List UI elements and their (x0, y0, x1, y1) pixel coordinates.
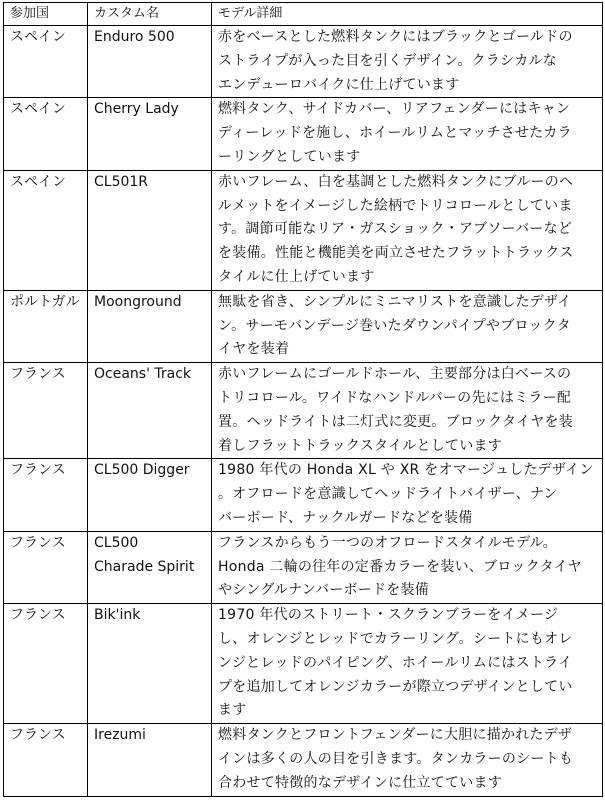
cell-country: フランス (4, 724, 88, 796)
table-row (4, 170, 603, 290)
detail-line: 1980 年代の Honda XL や XR をオマージュしたデザイン (218, 462, 594, 479)
cell-custom-name (88, 363, 212, 459)
detail-line: を装備。性能と機能美を両立させたフラットトラックス (218, 245, 574, 262)
detail-line: ストライプが入った目を引くデザイン。クラシカルな (218, 52, 558, 69)
detail-line: ン。サーモバンデージ巻いたダウンパイプやブロックタ (218, 317, 571, 334)
detail-line: ーリングとしています (218, 148, 361, 165)
custom-name-line: CL501R (94, 173, 149, 190)
cell-custom-name (88, 170, 212, 290)
detail-line: Honda 二輪の往年の定番カラーを装い、ブロックタイヤ (218, 558, 583, 575)
cell-model-detail (212, 363, 603, 459)
cell-country: スペイン (4, 98, 88, 170)
header-custom-name: カスタム名 (88, 3, 212, 26)
cell-custom-name (88, 459, 212, 531)
custom-name-line: Irezumi (94, 727, 146, 744)
custom-name-line: Charade Spirit (94, 558, 195, 575)
detail-line: 燃料タンクとフロントフェンダーに大胆に描かれたデザ (218, 727, 573, 744)
cell-country: フランス (4, 459, 88, 531)
custom-name-line: CL500 Digger (94, 462, 190, 479)
cell-model-detail (212, 459, 603, 531)
cell-custom-name (88, 724, 212, 796)
cell-country: フランス (4, 604, 88, 724)
cell-country: スペイン (4, 170, 88, 290)
detail-line: 赤いフレームにゴールドホール、主要部分は白ベースの (218, 366, 572, 383)
table-body (4, 26, 603, 797)
custom-name-line: Oceans' Track (94, 366, 192, 383)
detail-line: 燃料タンク、サイドカバー、リアフェンダーにはキャン (218, 101, 571, 118)
custom-name-line: Bik'ink (94, 607, 141, 624)
cell-custom-name (88, 26, 212, 98)
cell-custom-name (88, 604, 212, 724)
custom-name-line: Enduro 500 (94, 29, 175, 45)
detail-line: 無駄を省き、シンプルにミニマリストを意識したデザイ (218, 293, 572, 310)
detail-line: 。オフロードを意識してヘッドライトバイザー、ナン (218, 486, 558, 503)
cell-country: スペイン (4, 26, 88, 98)
detail-line: プを追加してオレンジカラーが際立つデザインとしてい (218, 678, 573, 695)
cell-model-detail (212, 604, 603, 724)
cell-model-detail (212, 290, 603, 362)
detail-line: 1970 年代のストリート・スクランブラーをイメージ (218, 607, 559, 624)
custom-bike-table (3, 2, 603, 797)
detail-line: 赤いフレーム、白を基調とした燃料タンクにブルーのヘ (218, 173, 574, 190)
cell-country: フランス (4, 531, 88, 603)
detail-line: す。調節可能なリア・ガスショック・アブソーバーなど (218, 221, 573, 238)
cell-model-detail (212, 724, 603, 796)
cell-custom-name (88, 98, 212, 170)
detail-line: やシングルナンバーボードを装備 (218, 582, 430, 599)
detail-line: トリコロール。ワイドなハンドルバーの先にはミラー配 (218, 389, 572, 406)
detail-line: イヤを装着 (218, 341, 290, 358)
table-row (4, 459, 603, 531)
cell-model-detail (212, 26, 603, 98)
table-row (4, 26, 603, 98)
detail-line: タイルに仕上げています (218, 268, 375, 285)
detail-line: フランスからもう一つのオフロードスタイルモデル。 (218, 534, 557, 551)
header-model-detail: モデル詳細 (212, 3, 603, 26)
table-row (4, 604, 603, 724)
table-row (4, 290, 603, 362)
detail-line: 合わせて特徴的なデザインに仕立てています (218, 774, 503, 791)
table-row (4, 724, 603, 796)
detail-line: ディーレッドを施し、ホイールリムとマッチさせたカラ (218, 125, 572, 142)
detail-line: ルメットをイメージした絵柄でトリコロールとしていま (218, 197, 573, 214)
custom-name-line: Cherry Lady (94, 101, 179, 118)
detail-line: ンジとレッドのパイピング、ホイールリムにはストライ (218, 654, 573, 671)
cell-country: ポルトガル (4, 290, 88, 362)
detail-line: 赤をベースとした燃料タンクにはブラックとゴールドの (218, 29, 573, 45)
cell-custom-name (88, 290, 212, 362)
cell-country: フランス (4, 363, 88, 459)
custom-name-line: CL500 (94, 534, 139, 551)
header-country: 参加国 (4, 3, 88, 26)
detail-line: バーボード、ナックルガードなどを装備 (218, 509, 473, 526)
cell-custom-name (88, 531, 212, 603)
detail-line: 着しフラットトラックスタイルとしています (218, 437, 503, 454)
detail-line: インは多くの人の目を引きます。タンカラーのシートも (218, 750, 574, 767)
detail-line: ます (218, 702, 247, 719)
table-header-row (4, 3, 603, 26)
table-row (4, 531, 603, 603)
table-row (4, 98, 603, 170)
detail-line: し、オレンジとレッドでカラーリング。シートにもオレ (218, 630, 573, 647)
detail-line: 置。ヘッドライトは二灯式に変更。ブロックタイヤを装 (218, 413, 573, 430)
cell-model-detail (212, 98, 603, 170)
table-row (4, 363, 603, 459)
cell-model-detail (212, 531, 603, 603)
detail-line: エンデューロバイクに仕上げています (218, 76, 460, 93)
cell-model-detail (212, 170, 603, 290)
custom-name-line: Moonground (94, 293, 182, 310)
